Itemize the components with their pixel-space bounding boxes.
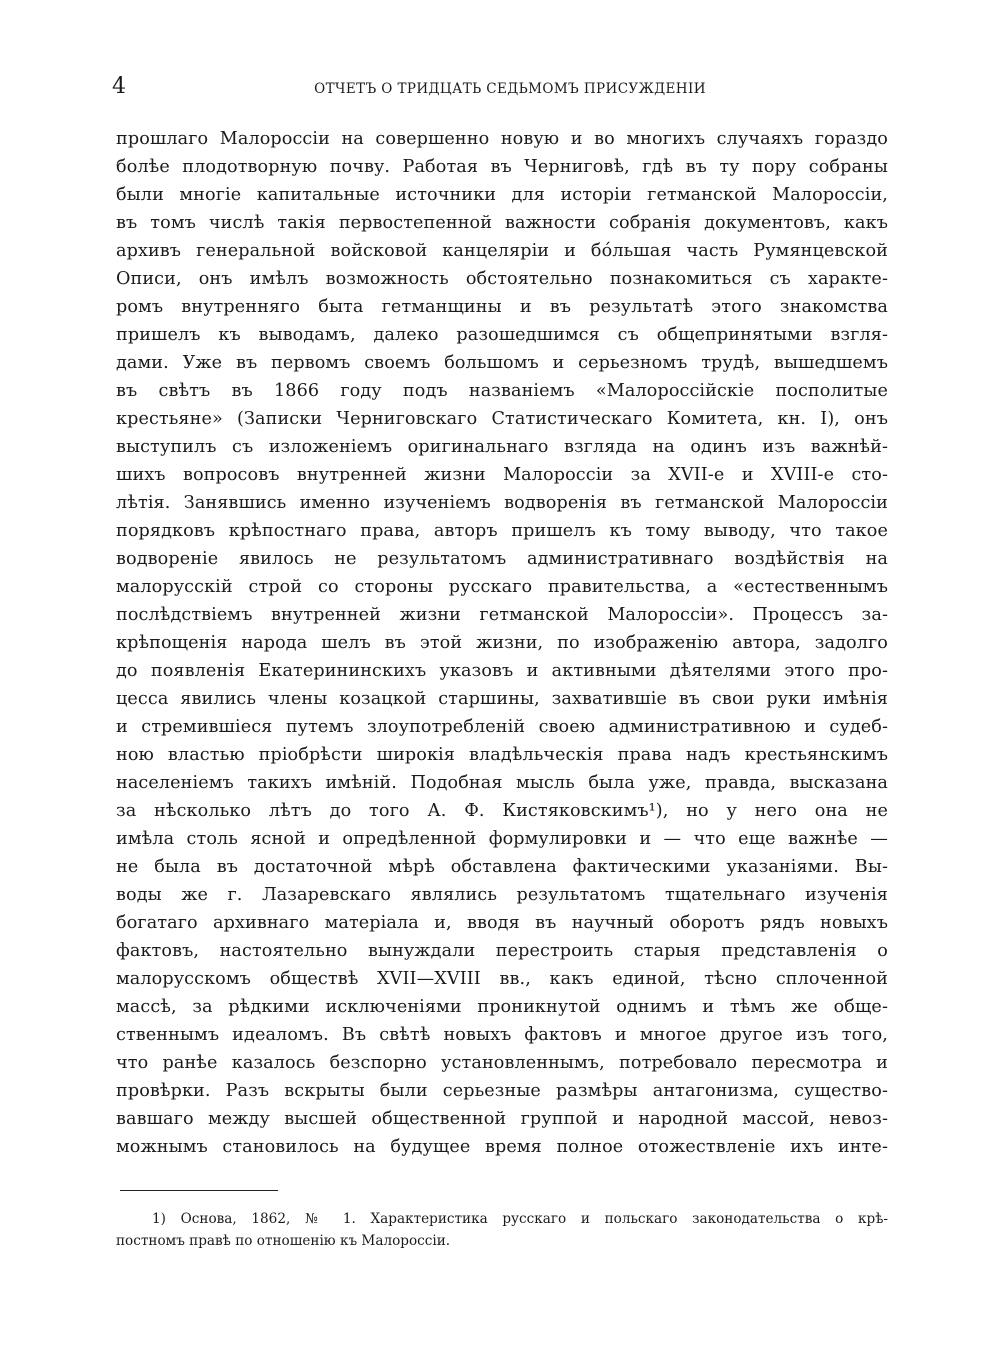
text-line: ромъ внутренняго быта гетманщины и въ результатѣ этого знакомства [116,297,888,317]
text-line: богатаго архивнаго матеріала и, вводя въ научный оборотъ рядъ новыхъ [116,913,888,933]
text-line: провѣрки. Разъ вскрыты были серьезные размѣры антагонизма, существо- [116,1081,888,1101]
page-number: 4 [112,74,126,99]
text-line: не была въ достаточной мѣрѣ обставлена фактическими указаніями. Вы- [116,857,888,877]
text-line: до появленія Екатерининскихъ указовъ и активными дѣятелями этого про- [116,661,888,681]
text-line: вавшаго между высшей общественной группой и народной массой, невоз- [116,1109,888,1129]
footnote-divider [120,1190,278,1191]
text-line: ственнымъ идеаломъ. Въ свѣтѣ новыхъ фактовъ и многое другое изъ того, [116,1025,888,1045]
text-line: водвореніе явилось не результатомъ административнаго воздѣйствія на [116,549,888,569]
text-line: крестьяне» (Записки Черниговскаго Статистическаго Комитета, кн. I), онъ [116,409,888,429]
text-line: Описи, онъ имѣлъ возможность обстоятельно познакомиться съ характе- [116,269,888,289]
text-line: фактовъ, настоятельно вынуждали перестроить старыя представленія о [116,941,888,961]
text-line: воды же г. Лазаревскаго являлись результатомъ тщательнаго изученія [116,885,888,905]
text-line: шихъ вопросовъ внутренней жизни Малороссіи за XVII-е и XVIII-е сто- [116,465,888,485]
footnote [116,1208,888,1252]
text-line: выступилъ съ изложеніемъ оригинальнаго взгляда на одинъ изъ важнѣй- [116,437,888,457]
text-line: можнымъ становилось на будущее время полное отожествленіе ихъ инте- [116,1137,888,1157]
text-line: малорусскомъ обществѣ XVII—XVIII вв., какъ единой, тѣсно сплоченной [116,969,888,989]
text-line: пришелъ къ выводамъ, далеко разошедшимся съ общепринятыми взгля- [116,325,888,345]
text-line: въ свѣтъ въ 1866 году подъ названіемъ «Малороссійскіе посполитые [116,381,888,401]
footnote-line: 1) Основа, 1862, № 1. Характеристика русскаго и польскаго законодательства о крѣ- [152,1211,888,1227]
text-line: ною властью пріобрѣсти широкія владѣльческія права надъ крестьянскимъ [116,745,888,765]
text-line: цесса явились члены козацкой старшины, захватившіе въ свои руки имѣнія [116,689,888,709]
text-line: за нѣсколько лѣтъ до того А. Ф. Кистяковскимъ¹), но у него она не [116,801,888,821]
text-line: населеніемъ такихъ имѣній. Подобная мысль была уже, правда, высказана [116,773,888,793]
text-line: массѣ, за рѣдкими исключеніями проникнутой однимъ и тѣмъ же обще- [116,997,888,1017]
text-line: малорусскій строй со стороны русскаго правительства, а «естественнымъ [116,577,888,597]
running-head: ОТЧЕТЪ О ТРИДЦАТЬ СЕДЬМОМЪ ПРИСУЖДЕНІИ [314,81,706,97]
text-line: послѣдствіемъ внутренней жизни гетманской Малороссіи». Процессъ за- [116,605,888,625]
text-line: крѣпощенія народа шелъ въ этой жизни, по изображенію автора, задолго [116,633,888,653]
footnote-line: постномъ правѣ по отношенію къ Малороссіи. [116,1233,451,1249]
text-line: дами. Уже въ первомъ своемъ большомъ и серьезномъ трудѣ, вышедшемъ [116,353,888,373]
text-line: лѣтія. Занявшись именно изученіемъ водворенія въ гетманской Малороссіи [116,493,888,513]
text-line: прошлаго Малороссіи на совершенно новую и во многихъ случаяхъ гораздо [116,129,888,149]
text-line: имѣла столь ясной и опредѣленной формулировки и — что еще важнѣе — [116,829,888,849]
text-line: были многіе капитальные источники для исторіи гетманской Малороссіи, [116,185,888,205]
text-line: въ томъ числѣ такія первостепенной важности собранія документовъ, какъ [116,213,888,233]
text-line: порядковъ крѣпостнаго права, авторъ пришелъ къ тому выводу, что такое [116,521,888,541]
text-line: болѣе плодотворную почву. Работая въ Черниговѣ, гдѣ въ ту пору собраны [116,157,888,177]
text-line: что ранѣе казалось безспорно установленнымъ, потребовало пересмотра и [116,1053,888,1073]
text-line: и стремившіеся путемъ злоупотребленій своею административною и судеб- [116,717,888,737]
text-line: архивъ генеральной войсковой канцеляріи и бо́льшая часть Румянцевской [116,241,888,261]
body-text [116,125,888,1161]
